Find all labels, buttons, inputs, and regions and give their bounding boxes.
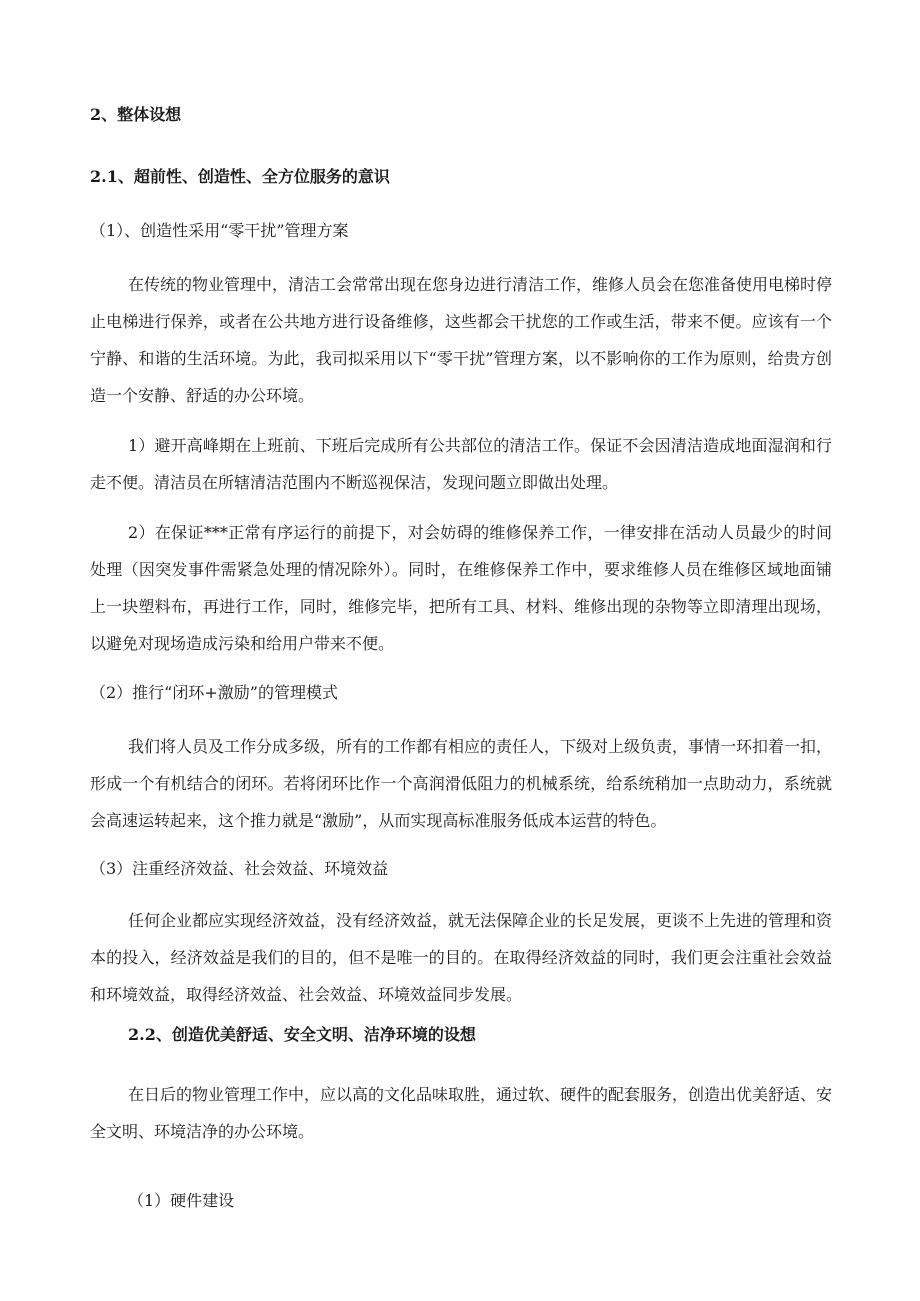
paragraph-avoid-peak: 1）避开高峰期在上班前、下班后完成所有公共部位的清洁工作。保证不会因清洁造成地面湿润和行走不便。清洁员在所辖清洁范围内不断巡视保洁，发现问题立即做出处理。: [90, 436, 832, 492]
subsection-zero-interference: （1）、创造性采用“零干扰”管理方案: [90, 221, 349, 240]
section-heading-2-1: 2.1、超前性、创造性、全方位服务的意识: [90, 167, 390, 186]
subsection-closed-loop: （2）推行“闭环+激励”的管理模式: [90, 683, 338, 702]
paragraph-environment: 在日后的物业管理工作中，应以高的文化品味取胜，通过软、硬件的配套服务，创造出优美舒适、安全文明、环境洁净的办公环境。: [90, 1085, 833, 1141]
section-heading-2: 2、整体设想: [90, 105, 182, 124]
section-heading-2-2: 2.2、创造优美舒适、安全文明、洁净环境的设想: [128, 1025, 476, 1044]
subsection-hardware: （1）硬件建设: [128, 1191, 235, 1210]
paragraph-benefits: 任何企业都应实现经济效益，没有经济效益，就无法保障企业的长足发展，更谈不上先进的管理和资本的投入，经济效益是我们的目的，但不是唯一的目的。在取得经济效益的同时，我们更会注重社会效益和环境效益，取得经济效益、社会效益、环境效益同步发展。: [90, 911, 833, 1004]
paragraph-maintenance-timing: 2）在保证***正常有序运行的前提下，对会妨碍的维修保养工作，一律安排在活动人员最少的时间处理（因突发事件需紧急处理的情况除外）。同时，在维修保养工作中，要求维修人员在维修区域地面铺上一块塑料布，再进行工作，同时，维修完毕，把所有工具、材料、维修出现的杂物等立即清理出现场，以避免对现场造成污染和给用户带来不便。: [90, 523, 832, 653]
paragraph-closed-loop: 我们将人员及工作分成多级，所有的工作都有相应的责任人，下级对上级负责，事情一环扣着一扣，形成一个有机结合的闭环。若将闭环比作一个高润滑低阻力的机械系统，给系统稍加一点助动力，系统就会高速运转起来，这个推力就是“激励”，从而实现高标准服务低成本运营的特色。: [90, 737, 833, 830]
paragraph-traditional-management: 在传统的物业管理中，清洁工会常常出现在您身边进行清洁工作，维修人员会在您准备使用电梯时停止电梯进行保养，或者在公共地方进行设备维修，这些都会干扰您的工作或生活，带来不便。应该有一个宁静、和谐的生活环境。为此，我司拟采用以下“零干扰”管理方案，以不影响你的工作为原则，给贵方创造一个安静、舒适的办公环境。: [90, 275, 833, 405]
subsection-benefits: （3）注重经济效益、社会效益、环境效益: [90, 859, 389, 878]
